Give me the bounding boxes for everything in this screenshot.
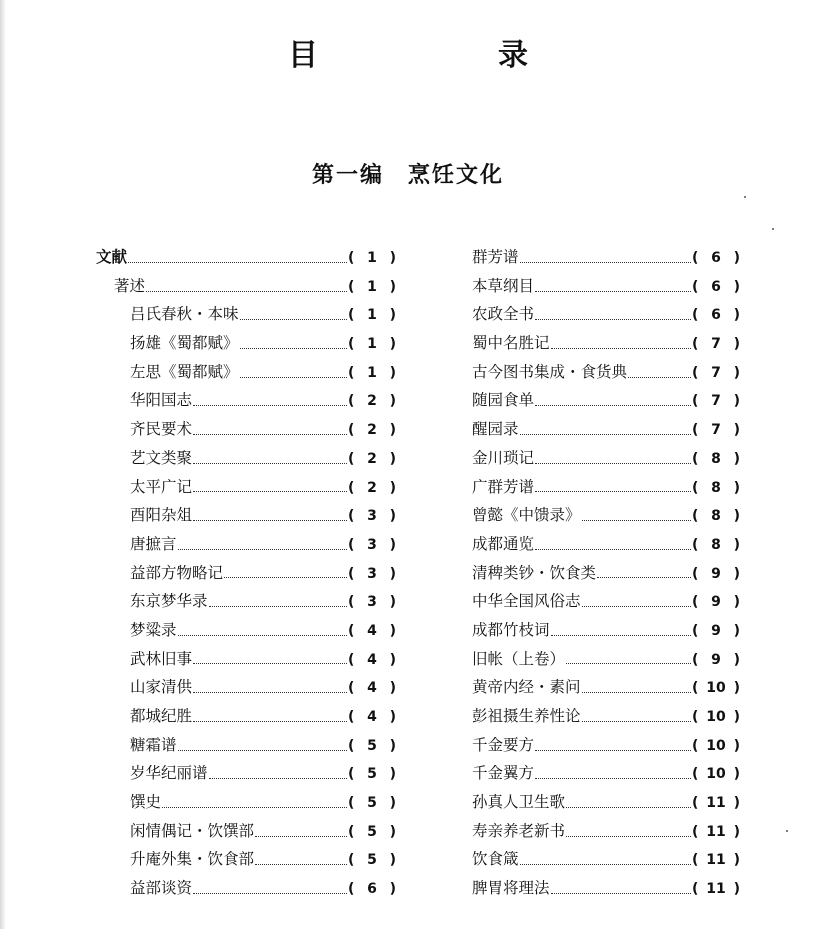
toc-entry[interactable] [472,618,740,647]
page-number: 6 [711,278,721,295]
page-number: 4 [367,709,377,725]
page-number: 9 [711,594,721,611]
toc-entry[interactable] [472,417,740,446]
toc-entry-page: ( 7 ) [692,364,740,381]
page-number: 4 [367,651,377,668]
toc-entry-label: 吕氏春秋・本味 [130,305,239,324]
toc-entry-page: ( 6 ) [692,278,740,295]
toc-entry-label: 孙真人卫生歌 [472,793,566,812]
toc-entry-page: ( 3 ) [348,508,396,525]
scan-speck [744,196,746,198]
toc-entry[interactable] [96,274,396,303]
page-number: 10 [706,709,726,725]
toc-entry-label: 都城纪胜 [130,707,193,725]
page-number: 11 [706,852,726,869]
page-number: 5 [367,823,377,840]
toc-entry-label: 武林旧事 [130,649,193,668]
toc-entry-page: ( 6 ) [692,307,740,324]
page-number: 6 [367,881,377,898]
toc-entry-label: 彭祖摄生养性论 [472,707,581,725]
dot-leader [582,692,691,693]
toc-entry[interactable] [472,761,740,790]
toc-entry-label: 古今图书集成・食货典 [472,362,628,381]
page-number: 2 [367,422,377,439]
dot-leader [535,750,691,751]
page-number: 5 [367,852,377,869]
toc-entry-page: ( 11 ) [692,852,740,869]
toc-entry-page: ( 7 ) [692,422,740,439]
toc-entry-label: 成都通览 [472,534,535,553]
page-number: 7 [711,393,721,410]
toc-entry[interactable] [96,532,396,561]
toc-entry-page: ( 11 ) [692,823,740,840]
dot-leader [193,405,347,406]
toc-entry[interactable] [96,446,396,475]
page-number: 1 [367,278,377,295]
page-number: 8 [711,450,721,467]
toc-entry-page: ( 10 ) [692,680,740,697]
page-number: 4 [367,680,377,697]
toc-entry-page: ( 1 ) [348,278,396,295]
toc-entry-page: ( 2 ) [348,422,396,439]
toc-entry-page: ( 5 ) [348,766,396,783]
toc-entry-page: ( 3 ) [348,594,396,611]
toc-entry[interactable] [96,618,396,647]
toc-entry[interactable] [472,589,740,618]
toc-entry-page: ( 1 ) [348,364,396,381]
toc-entry-page: ( 9 ) [692,594,740,611]
dot-leader [224,577,347,578]
dot-leader [255,836,347,837]
toc-entry-label: 蜀中名胜记 [472,334,550,353]
toc-entry-page: ( 2 ) [348,479,396,496]
toc-entry-page: ( 3 ) [348,565,396,582]
dot-leader [520,864,691,865]
page-number: 2 [367,479,377,496]
toc-entry[interactable] [472,819,740,848]
toc-entry[interactable] [96,876,396,905]
toc-entry-label: 太平广记 [130,477,193,496]
toc-entry-page: ( 2 ) [348,450,396,467]
toc-entry-label: 著述 [114,276,146,295]
page-edge-shadow [0,0,6,929]
page-number: 9 [711,622,721,639]
dot-leader [240,319,347,320]
toc-entry-label: 东京梦华录 [130,592,208,611]
page-number: 2 [367,393,377,410]
toc-entry[interactable] [96,847,396,876]
toc-entry[interactable] [472,847,740,876]
toc-entry-page: ( 4 ) [348,622,396,639]
page-number: 6 [711,307,721,324]
dot-leader [146,291,347,292]
toc-entry-page: ( 4 ) [348,709,396,725]
toc-entry-page: ( 8 ) [692,479,740,496]
toc-entry-label: 唐摭言 [130,534,177,553]
page-number: 11 [706,795,726,812]
toc-entry[interactable] [96,388,396,417]
dot-leader [551,635,691,636]
dot-leader [193,463,347,464]
page-number: 11 [706,823,726,840]
toc-entry[interactable] [472,475,740,504]
page-number: 7 [711,422,721,439]
toc-entry-label: 随园食单 [472,391,535,410]
toc-entry-page: ( 5 ) [348,852,396,869]
page-number: 2 [367,450,377,467]
toc-entry-label: 益部方物略记 [130,563,224,582]
dot-leader [240,377,347,378]
page-number: 3 [367,565,377,582]
dot-leader [597,577,691,578]
toc-entry-label: 糖霜谱 [130,735,177,754]
toc-entry-page: ( 9 ) [692,622,740,639]
toc-entry-label: 岁华纪丽谱 [130,764,208,783]
toc-entry-label: 文献 [96,247,128,266]
dot-leader [520,262,691,263]
page-number: 6 [711,250,721,266]
toc-entry[interactable] [96,417,396,446]
toc-entry[interactable] [472,360,740,389]
page-title: 目 录 [288,38,568,73]
dot-leader [566,836,691,837]
toc-entry[interactable] [472,790,740,819]
toc-entry-label: 扬雄《蜀都赋》 [130,334,239,353]
page-number: 8 [711,508,721,525]
toc-entry[interactable] [96,302,396,331]
page-number: 9 [711,651,721,668]
dot-leader [535,319,691,320]
toc-entry-page: ( 11 ) [692,881,740,898]
page-number: 10 [706,737,726,754]
toc-entry-label: 群芳谱 [472,248,519,266]
page-number: 1 [367,336,377,353]
toc-entry-label: 山家清供 [130,678,193,697]
toc-entry-label: 酉阳杂俎 [130,506,193,525]
toc-entry-label: 升庵外集・饮食部 [130,850,255,869]
dot-leader [566,807,691,808]
toc-entry-label: 农政全书 [472,305,535,324]
toc-entry[interactable] [472,561,740,590]
toc-entry-label: 左思《蜀都赋》 [130,362,239,381]
toc-entry-label: 益部谈资 [130,879,193,898]
toc-entry-label: 金川琐记 [472,448,535,467]
page-number: 7 [711,336,721,353]
page-number: 1 [367,307,377,324]
toc-entry-page: ( 10 ) [692,737,740,754]
toc-entry[interactable] [96,647,396,676]
dot-leader [209,606,347,607]
dot-leader [162,807,347,808]
dot-leader [582,606,691,607]
toc-entry-label: 曾懿《中馈录》 [472,506,581,525]
dot-leader [193,491,347,492]
toc-entry[interactable] [472,331,740,360]
dot-leader [193,434,347,435]
dot-leader [240,348,347,349]
scan-speck [772,228,774,230]
toc-entry-label: 饮食箴 [472,850,519,869]
page-number: 10 [706,766,726,783]
toc-entry-page: ( 4 ) [348,680,396,697]
dot-leader [566,663,691,664]
toc-entry-label: 千金要方 [472,735,535,754]
toc-entry-page: ( 5 ) [348,737,396,754]
toc-entry-page: ( 4 ) [348,651,396,668]
toc-entry[interactable] [96,733,396,762]
dot-leader [193,721,347,722]
toc-entry[interactable] [96,761,396,790]
page-number: 1 [367,364,377,381]
toc-entry[interactable] [96,503,396,532]
section-title: 第一编 烹饪文化 [311,162,504,188]
toc-entry-page: ( 2 ) [348,393,396,410]
toc-entry[interactable] [96,360,396,389]
toc-entry-label: 旧帐（上卷） [472,649,566,668]
toc-entry[interactable] [472,446,740,475]
toc-entry-page: ( 1 ) [348,250,396,266]
toc-entry[interactable] [472,388,740,417]
page-number: 8 [711,479,721,496]
toc-entry-label: 中华全国风俗志 [472,592,581,611]
dot-leader [209,778,347,779]
dot-leader [193,520,347,521]
toc-entry[interactable] [472,733,740,762]
page-number: 1 [367,250,377,266]
toc-entry-page: ( 10 ) [692,766,740,783]
page-number: 5 [367,795,377,812]
dot-leader [193,893,347,894]
toc-entry-label: 寿亲养老新书 [472,821,566,840]
toc-entry-page: ( 5 ) [348,823,396,840]
dot-leader [178,750,347,751]
toc-entry-page: ( 10 ) [692,709,740,725]
toc-entry-page: ( 1 ) [348,336,396,353]
dot-leader [551,893,691,894]
dot-leader [582,721,691,722]
page-number: 8 [711,536,721,553]
dot-leader [535,291,691,292]
dot-leader [193,692,347,693]
toc-entry[interactable] [472,503,740,532]
toc-entry[interactable] [472,274,740,303]
toc-entry-page: ( 1 ) [348,307,396,324]
dot-leader [178,549,347,550]
dot-leader [535,549,691,550]
page-number: 3 [367,508,377,525]
toc-entry[interactable] [472,245,740,274]
toc-entry-page: ( 9 ) [692,565,740,582]
toc-entry[interactable] [96,675,396,704]
page-number: 11 [706,881,726,898]
toc-entry-page: ( 5 ) [348,795,396,812]
toc-entry[interactable] [96,331,396,360]
page-number: 4 [367,622,377,639]
toc-entry[interactable] [96,704,396,733]
page-number: 3 [367,536,377,553]
toc-entry[interactable] [472,704,740,733]
dot-leader [535,491,691,492]
toc-entry-label: 艺文类聚 [130,448,193,467]
toc-entry-page: ( 6 ) [348,881,396,898]
scan-speck [786,830,788,832]
dot-leader [128,262,347,263]
dot-leader [535,778,691,779]
page-number: 3 [367,594,377,611]
toc-entry-page: ( 8 ) [692,450,740,467]
toc-entry[interactable] [472,532,740,561]
toc-entry-page: ( 7 ) [692,336,740,353]
toc-entry-label: 千金翼方 [472,764,535,783]
page-number: 10 [706,680,726,697]
toc-entry[interactable] [472,647,740,676]
toc-entry[interactable] [96,475,396,504]
toc-entry-page: ( 8 ) [692,536,740,553]
toc-entry[interactable] [472,302,740,331]
toc-entry[interactable] [96,790,396,819]
toc-entry-label: 华阳国志 [130,391,193,410]
dot-leader [193,663,347,664]
dot-leader [535,405,691,406]
page-number: 5 [367,737,377,754]
toc-entry-label: 黄帝内经・素问 [472,678,581,697]
dot-leader [255,864,347,865]
toc-entry-label: 梦粱录 [130,620,177,639]
dot-leader [520,434,691,435]
dot-leader [582,520,691,521]
toc-entry-label: 闲情偶记・饮馔部 [130,821,255,840]
page-number: 9 [711,565,721,582]
toc-right-column [472,245,740,905]
toc-entry-page: ( 6 ) [692,250,740,266]
page-number: 5 [367,766,377,783]
toc-entry[interactable] [96,245,396,274]
toc-entry[interactable] [472,876,740,905]
toc-entry-label: 醒园录 [472,420,519,439]
toc-entry-page: ( 8 ) [692,508,740,525]
toc-entry-label: 脾胃将理法 [472,879,550,898]
toc-entry-page: ( 9 ) [692,651,740,668]
toc-entry-label: 广群芳谱 [472,477,535,496]
toc-entry[interactable] [96,819,396,848]
toc-left-column [96,245,396,905]
toc-entry-label: 成都竹枝词 [472,620,550,639]
page-number: 7 [711,364,721,381]
dot-leader [178,635,347,636]
toc-entry-label: 齐民要术 [130,420,193,439]
toc-entry[interactable] [96,589,396,618]
dot-leader [551,348,691,349]
toc-entry[interactable] [96,561,396,590]
toc-entry-label: 清稗类钞・饮食类 [472,563,597,582]
toc-entry-page: ( 3 ) [348,536,396,553]
toc-entry-page: ( 11 ) [692,795,740,812]
toc-entry-label: 馔史 [130,793,162,812]
toc-entry-page: ( 7 ) [692,393,740,410]
toc-entry-label: 本草纲目 [472,276,535,295]
dot-leader [628,377,691,378]
dot-leader [535,463,691,464]
toc-entry[interactable] [472,675,740,704]
